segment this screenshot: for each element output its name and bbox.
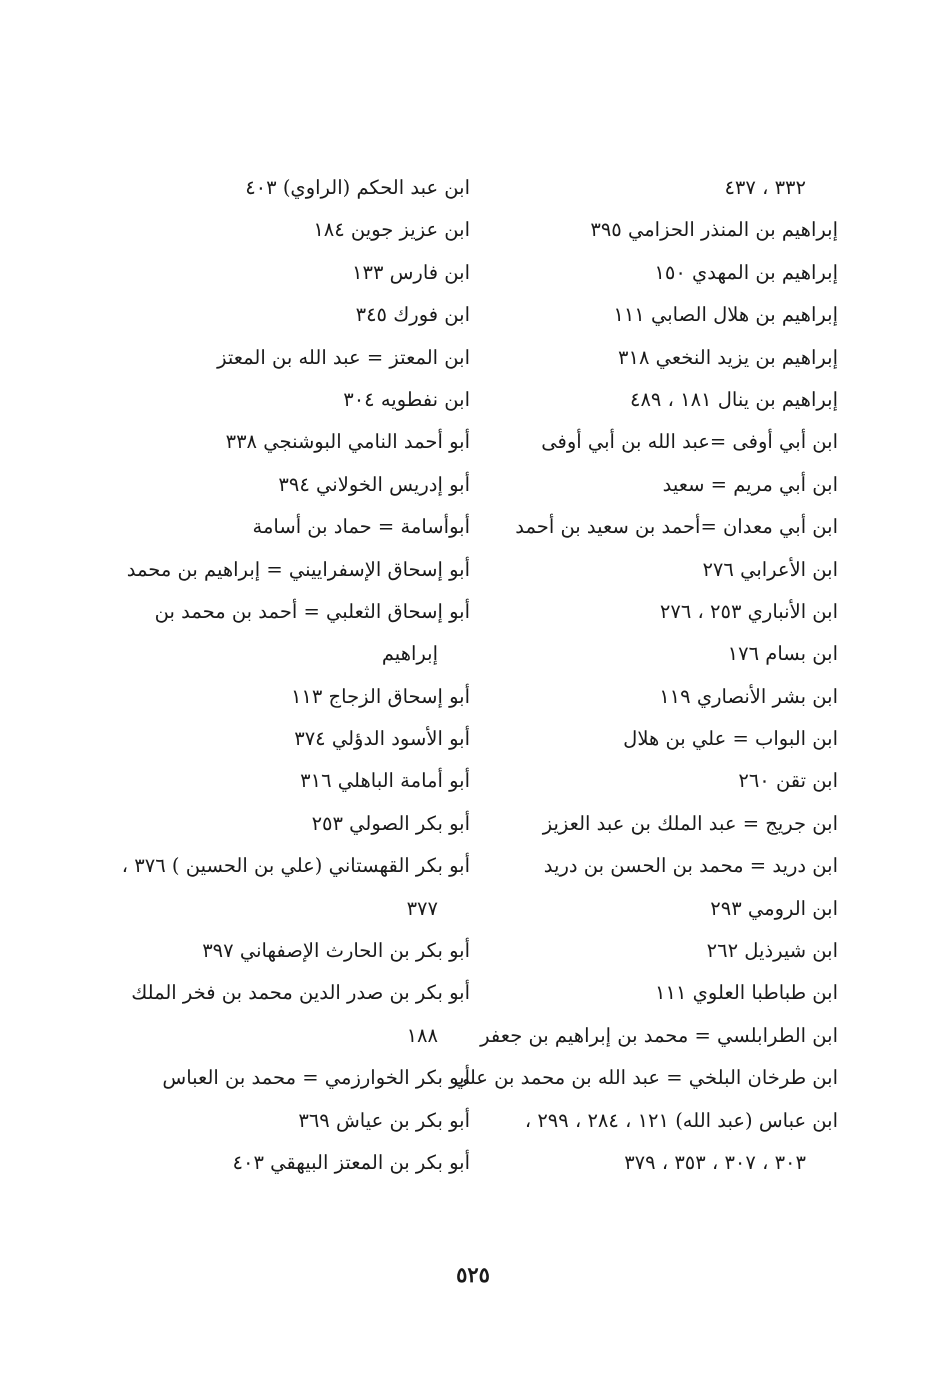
index-entry: أبو بكر بن الحارث الإصفهاني ٣٩٧	[202, 939, 470, 963]
index-entry: أبو إسحاق الزجاج ١١٣	[290, 684, 470, 708]
index-entry: ابن طباطبا العلوي ١١١	[655, 981, 838, 1005]
index-entry: ابن شيرذيل ٢٦٢	[706, 939, 838, 963]
index-entry: أبو إدريس الخولاني ٣٩٤	[278, 472, 470, 496]
index-entry: إبراهيم بن ينال ١٨١ ، ٤٨٩	[629, 387, 838, 411]
index-entry: إبراهيم بن هلال الصابي ١١١	[613, 303, 838, 327]
index-entry: أبو أمامة الباهلي ٣١٦	[300, 769, 470, 793]
index-entry: أبو إسحاق الثعلبي = أحمد بن محمد بن	[154, 599, 470, 623]
index-entry: ابن بشر الأنصاري ١١٩	[659, 684, 838, 708]
index-entry: أبو أحمد النامي البوشنجي ٣٣٨	[225, 430, 470, 454]
index-entry: ابن عزيز جوين ١٨٤	[313, 218, 470, 242]
index-column-right	[453, 170, 838, 1187]
index-entry-continuation: إبراهيم	[381, 642, 438, 666]
index-entry: ابن دريد = محمد بن الحسن بن دريد	[543, 854, 838, 878]
index-entry: ابن المعتز = عبد الله بن المعتز	[217, 345, 470, 369]
index-entry-continuation: ٣٧٧	[406, 896, 438, 920]
index-entry: أبو بكر الصولي ٢٥٣	[311, 811, 470, 835]
index-entry: إبراهيم بن يزيد النخعي ٣١٨	[618, 345, 838, 369]
index-entry: ابن أبي أوفى =عبد الله بن أبي أوفى	[541, 430, 838, 454]
index-entry: ابن نفطويه ٣٠٤	[343, 387, 470, 411]
index-entry-continuation: ١٨٨	[406, 1023, 438, 1047]
index-entry: ابن بسام ١٧٦	[727, 642, 838, 666]
index-entry: أبو إسحاق الإسفراييني = إبراهيم بن محمد	[126, 557, 470, 581]
index-entry: ابن طرخان البلخي = عبد الله بن محمد بن علي	[453, 1066, 838, 1090]
index-entry: ابن أبي مريم = سعيد	[662, 472, 838, 496]
index-column-left	[121, 170, 470, 1187]
index-entry: أبوأسامة = حماد بن أسامة	[252, 515, 470, 539]
index-entry: ابن البواب = علي بن هلال	[623, 727, 838, 751]
index-entry: إبراهيم بن المهدي ١٥٠	[654, 260, 838, 284]
index-entry: أبو بكر بن عياش ٣٦٩	[298, 1108, 470, 1132]
index-entry: ابن تقن ٢٦٠	[738, 769, 838, 793]
index-entry: ابن جريج = عبد الملك بن عبد العزيز	[542, 811, 838, 835]
index-entry: ابن أبي معدان =أحمد بن سعيد بن أحمد	[515, 515, 838, 539]
index-entry-continuation: ٣٣٢ ، ٤٣٧	[724, 176, 806, 199]
index-entry-continuation: ٣٠٣ ، ٣٠٧ ، ٣٥٣ ، ٣٧٩	[624, 1150, 806, 1174]
page-number: ٥٢٥	[456, 1262, 490, 1287]
index-entry: ابن فارس ١٣٣	[352, 260, 470, 284]
index-entry: أبو بكر الخوارزمي = محمد بن العباس	[162, 1066, 470, 1090]
index-entry: إبراهيم بن المنذر الحزامي ٣٩٥	[590, 218, 838, 242]
index-entry: ابن عبد الحكم (الراوي) ٤٠٣	[245, 176, 470, 199]
index-entry: أبو الأسود الدؤلي ٣٧٤	[294, 727, 470, 751]
index-entry: ابن الرومي ٢٩٣	[710, 896, 838, 920]
index-entry: أبو بكر بن صدر الدين محمد بن فخر الملك	[131, 981, 470, 1005]
index-entry: ابن الأعرابي ٢٧٦	[702, 557, 838, 581]
index-entry: أبو بكر القهستاني (علي بن الحسين ) ٣٧٦ ،	[121, 854, 470, 878]
index-entry: ابن الأنباري ٢٥٣ ، ٢٧٦	[659, 599, 838, 623]
index-entry: ابن الطرابلسي = محمد بن إبراهيم بن جعفر	[480, 1023, 838, 1047]
index-entry: ابن عباس (عبد الله) ١٢١ ، ٢٨٤ ، ٢٩٩ ،	[524, 1108, 838, 1132]
index-entry: أبو بكر بن المعتز البيهقي ٤٠٣	[232, 1150, 470, 1174]
index-entry: ابن فورك ٣٤٥	[355, 303, 470, 327]
